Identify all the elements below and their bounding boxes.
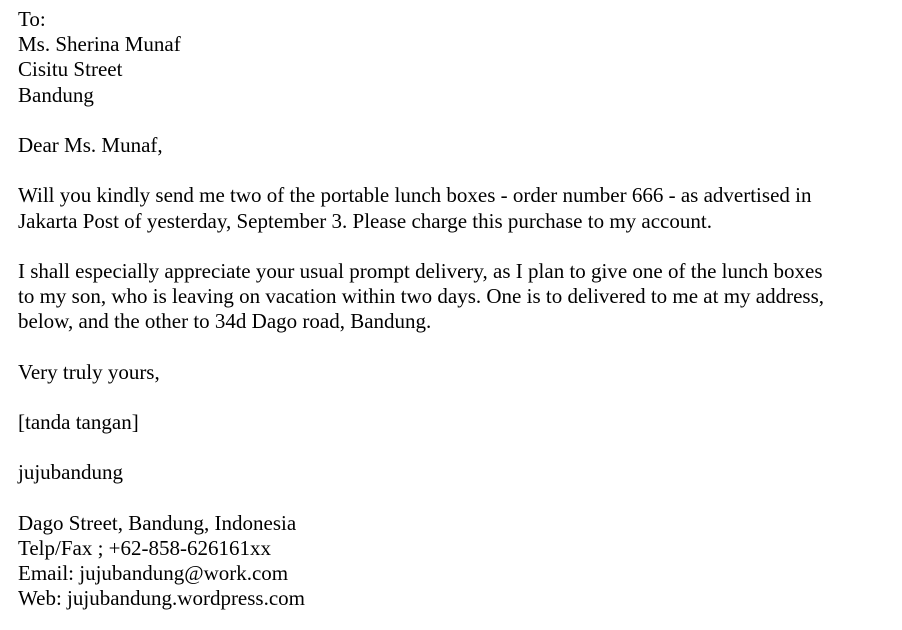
spacer xyxy=(18,486,890,511)
signature-placeholder: [tanda tangan] xyxy=(18,410,139,434)
recipient-name: Ms. Sherina Munaf xyxy=(18,32,181,57)
spacer xyxy=(18,435,890,460)
spacer xyxy=(18,234,890,259)
sender-email: Email: jujubandung@work.com xyxy=(18,561,289,586)
paragraph-line: to my son, who is leaving on vacation within two days. One is to delivered to me at my address, xyxy=(18,284,825,309)
sender-address: Dago Street, Bandung, Indonesia xyxy=(18,510,297,535)
recipient-city: Bandung xyxy=(18,82,94,107)
recipient-to-label: To: xyxy=(18,7,46,31)
recipient-street: Cisitu Street xyxy=(18,57,123,82)
spacer xyxy=(18,158,890,183)
letter xyxy=(18,0,890,612)
paragraph-line: Will you kindly send me two of the portable lunch boxes - order number 666 - as advertised in xyxy=(18,183,812,208)
paragraph-line: I shall especially appreciate your usual prompt delivery, as I plan to give one of the lunch boxes xyxy=(18,258,823,283)
sender-name: jujubandung xyxy=(18,460,123,485)
paragraph-order xyxy=(18,183,890,233)
salutation: Dear Ms. Munaf, xyxy=(18,132,163,157)
paragraph-line: below, and the other to 34d Dago road, Bandung. xyxy=(18,309,432,334)
sender-phone: Telp/Fax ; +62-858-626161xx xyxy=(18,535,272,560)
sender-contact-block xyxy=(18,511,890,612)
recipient-block xyxy=(18,0,890,108)
spacer xyxy=(18,334,890,359)
closing: Very truly yours, xyxy=(18,359,160,384)
paragraph-delivery xyxy=(18,259,890,335)
spacer xyxy=(18,385,890,410)
spacer xyxy=(18,108,890,133)
paragraph-line: Jakarta Post of yesterday, September 3. Please charge this purchase to my account. xyxy=(18,208,712,233)
sender-web: Web: jujubandung.wordpress.com xyxy=(18,586,306,611)
